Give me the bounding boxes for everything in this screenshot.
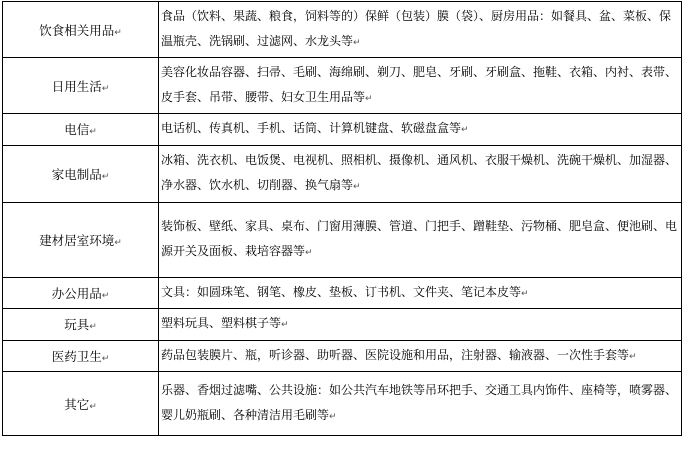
table-row — [3, 58, 682, 114]
items-cell: 乐器、香烟过滤嘴、公共设施：如公共汽车地铁等吊环把手、交通工具内饰件、座椅等，喷雾器、婴儿奶瓶刷、各种清洁用毛刷等↵ — [159, 372, 682, 436]
table-row — [3, 114, 682, 146]
table-row — [3, 145, 682, 202]
items-cell: 塑料玩具、塑料棋子等↵ — [159, 309, 682, 341]
category-cell: 办公用品↵ — [3, 277, 159, 309]
items-cell: 文具：如圆珠笔、钢笔、橡皮、垫板、订书机、文件夹、笔记本皮等↵ — [159, 277, 682, 309]
category-cell: 医药卫生↵ — [3, 340, 159, 372]
category-cell: 饮食相关用品↵ — [3, 2, 159, 58]
category-cell: 家电制品↵ — [3, 145, 159, 202]
table-row — [3, 2, 682, 58]
table-row — [3, 309, 682, 341]
items-cell: 装饰板、壁纸、家具、桌布、门窗用薄膜、管道、门把手、蹭鞋垫、污物桶、肥皂盒、便池刷、电源开关及面板、栽培容器等↵ — [159, 202, 682, 277]
product-category-table — [2, 1, 682, 436]
items-cell: 电话机、传真机、手机、话筒、计算机键盘、软磁盘盒等↵ — [159, 114, 682, 146]
category-cell: 玩具↵ — [3, 309, 159, 341]
category-cell: 其它↵ — [3, 372, 159, 436]
table-row — [3, 277, 682, 309]
category-cell: 建材居室环境↵ — [3, 202, 159, 277]
table-row — [3, 372, 682, 436]
category-cell: 日用生活↵ — [3, 58, 159, 114]
items-cell: 美容化妆品容器、扫帚、毛刷、海绵刷、剃刀、肥皂、牙刷、牙刷盒、拖鞋、衣箱、内衬、表带、皮手套、吊带、腰带、妇女卫生用品等↵ — [159, 58, 682, 114]
items-cell: 药品包装膜片、瓶，听诊器、助听器、医院设施和用品，注射器、输液器、一次性手套等↵ — [159, 340, 682, 372]
items-cell: 冰箱、洗衣机、电饭煲、电视机、照相机、摄像机、通风机、衣服干燥机、洗碗干燥机、加湿器、净水器、饮水机、切削器、换气扇等↵ — [159, 145, 682, 202]
items-cell: 食品（饮料、果蔬、粮食，饲料等的）保鲜（包装）膜（袋）、厨房用品：如餐具、盆、菜板、保温瓶壳、洗锅刷、过滤网、水龙头等↵ — [159, 2, 682, 58]
category-cell: 电信↵ — [3, 114, 159, 146]
table-row — [3, 340, 682, 372]
table-row — [3, 202, 682, 277]
